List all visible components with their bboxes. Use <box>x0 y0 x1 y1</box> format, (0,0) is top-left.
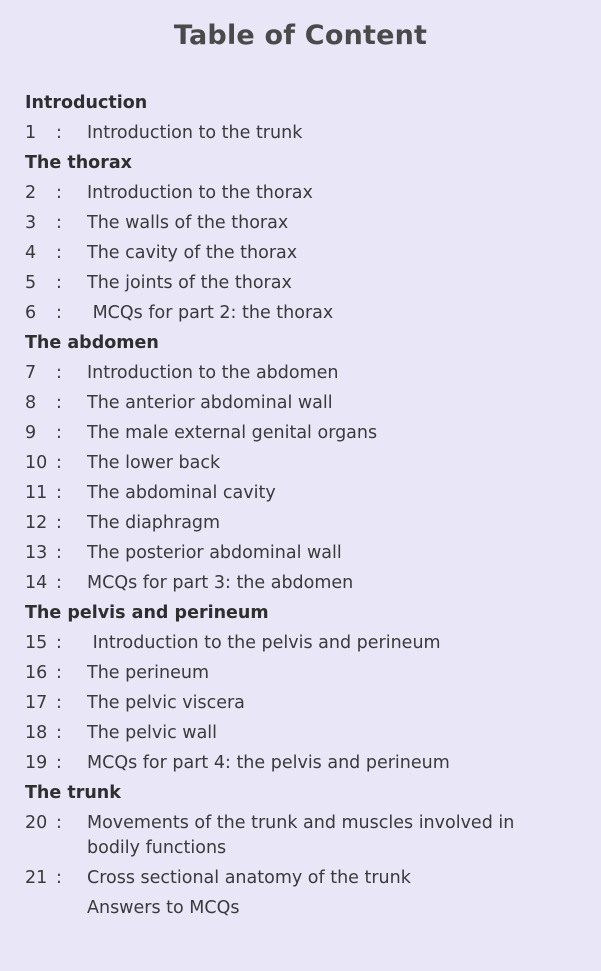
entry-number <box>25 896 56 921</box>
entry-number: 7 <box>25 362 37 383</box>
entry-title: Introduction to the trunk <box>87 122 303 143</box>
entry-separator: : <box>56 482 62 503</box>
entry-separator: : <box>56 722 62 743</box>
toc-entry[interactable] <box>25 863 585 893</box>
entry-number: 21 <box>25 867 48 888</box>
entry-title: The cavity of the thorax <box>87 242 298 263</box>
entry-title: The pelvic viscera <box>87 692 245 713</box>
entry-number: 16 <box>25 662 48 683</box>
toc-entry[interactable] <box>25 688 585 718</box>
entry-title: MCQs for part 2: the thorax <box>87 302 334 323</box>
toc-entry[interactable] <box>25 208 585 238</box>
table-of-contents <box>25 88 585 923</box>
entry-separator: : <box>56 422 62 443</box>
toc-entry[interactable] <box>25 508 585 538</box>
toc-entry[interactable] <box>25 298 585 328</box>
entry-separator: : <box>56 572 62 593</box>
toc-entry[interactable] <box>25 268 585 298</box>
entry-number: 18 <box>25 722 48 743</box>
entry-title: The male external genital organs <box>87 422 378 443</box>
entry-separator: : <box>56 182 62 203</box>
entry-number: 3 <box>25 212 37 233</box>
entry-separator: : <box>56 212 62 233</box>
toc-entry[interactable] <box>25 418 585 448</box>
entry-title: Movements of the trunk and muscles involved in bodily functions <box>87 812 520 858</box>
entry-title: The anterior abdominal wall <box>87 392 333 413</box>
page-title: Table of Content <box>173 20 428 51</box>
toc-entry[interactable] <box>25 748 585 778</box>
entry-separator: : <box>56 272 62 293</box>
toc-entry[interactable] <box>25 388 585 418</box>
section-heading-pelvis-perineum: The pelvis and perineum <box>25 603 269 623</box>
entry-number: 9 <box>25 422 37 443</box>
entry-title: The walls of the thorax <box>87 212 289 233</box>
entry-title: MCQs for part 3: the abdomen <box>87 572 354 593</box>
entry-separator: : <box>56 122 62 143</box>
entry-title: Cross sectional anatomy of the trunk <box>87 867 411 888</box>
entry-title: The perineum <box>87 662 210 683</box>
section-heading-thorax: The thorax <box>25 153 132 173</box>
toc-entry[interactable] <box>25 238 585 268</box>
entry-separator: : <box>56 392 62 413</box>
entry-separator: : <box>56 512 62 533</box>
entry-separator: : <box>56 302 62 323</box>
entry-title: Introduction to the thorax <box>87 182 313 203</box>
entry-number: 14 <box>25 572 48 593</box>
entry-title: The joints of the thorax <box>87 272 292 293</box>
toc-entry[interactable] <box>25 658 585 688</box>
entry-separator: : <box>56 362 62 383</box>
toc-entry[interactable] <box>25 568 585 598</box>
toc-entry[interactable] <box>25 448 585 478</box>
entry-number: 15 <box>25 632 48 653</box>
entry-number: 19 <box>25 752 48 773</box>
entry-separator: : <box>56 242 62 263</box>
entry-number: 1 <box>25 122 37 143</box>
entry-title: MCQs for part 4: the pelvis and perineum <box>87 752 450 773</box>
entry-number: 10 <box>25 452 48 473</box>
toc-entry[interactable] <box>25 538 585 568</box>
entry-separator: : <box>56 542 62 563</box>
entry-number: 20 <box>25 812 48 833</box>
entry-separator: : <box>56 692 62 713</box>
entry-title: The abdominal cavity <box>87 482 276 503</box>
entry-title: Introduction to the abdomen <box>87 362 339 383</box>
entry-separator <box>56 896 87 921</box>
section-heading-trunk: The trunk <box>25 783 121 803</box>
entry-title: Answers to MCQs <box>87 897 240 918</box>
entry-number: 13 <box>25 542 48 563</box>
toc-entry[interactable] <box>25 808 585 863</box>
toc-entry-answers[interactable] <box>25 893 585 923</box>
entry-number: 11 <box>25 482 48 503</box>
toc-entry[interactable] <box>25 178 585 208</box>
entry-number: 2 <box>25 182 37 203</box>
entry-title: Introduction to the pelvis and perineum <box>87 632 441 653</box>
toc-entry[interactable] <box>25 718 585 748</box>
section-heading-abdomen: The abdomen <box>25 333 159 353</box>
entry-separator: : <box>56 752 62 773</box>
entry-number: 4 <box>25 242 37 263</box>
entry-number: 8 <box>25 392 37 413</box>
toc-entry[interactable] <box>25 118 585 148</box>
toc-entry[interactable] <box>25 628 585 658</box>
entry-separator: : <box>56 812 62 833</box>
entry-number: 6 <box>25 302 37 323</box>
entry-title: The diaphragm <box>87 512 221 533</box>
entry-number: 5 <box>25 272 37 293</box>
entry-title: The lower back <box>87 452 221 473</box>
entry-number: 17 <box>25 692 48 713</box>
entry-separator: : <box>56 452 62 473</box>
section-heading-introduction: Introduction <box>25 93 148 113</box>
toc-entry[interactable] <box>25 358 585 388</box>
entry-title: The pelvic wall <box>87 722 218 743</box>
entry-separator: : <box>56 632 62 653</box>
toc-entry[interactable] <box>25 478 585 508</box>
entry-separator: : <box>56 867 62 888</box>
entry-separator: : <box>56 662 62 683</box>
entry-title: The posterior abdominal wall <box>87 542 342 563</box>
entry-number: 12 <box>25 512 48 533</box>
